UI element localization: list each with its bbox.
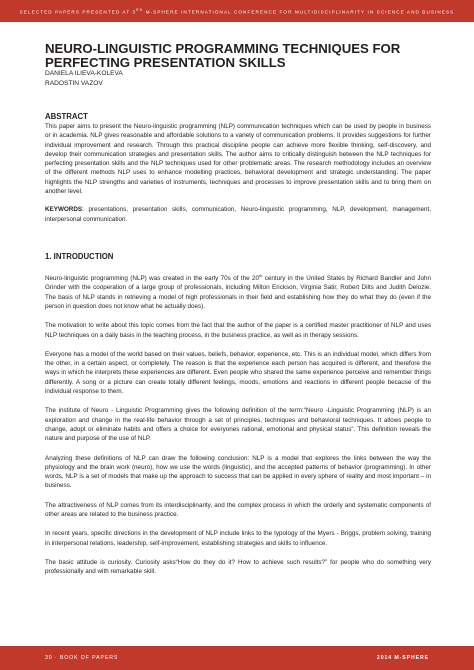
paper-content [45,42,431,576]
abstract-text: This paper aims to present the Neuro-linguistic programming (NLP) communication techniques which can be used by people in business or in academia. NLP gives reasonable and affordable solutions to a variety of communication problems. It provides suggestions for further individual improvement and research. Through this practical discipline people can achieve more flexible thinking, self-discovery, and develop their communication strategies and presentation skills. The author aims to critically distinguish between the NLP techniques for perfecting presentation skills and the NLP techniques used for other problematic areas. The research methodology includes an overview of the different methods NLP uses to enhance modelling practices, behavioral development and strategic understanding. The paper highlights the NLP strengths and varieties of instruments, techniques and processes to improve presentation skills and to bring them on another level. [45,123,431,196]
author-list [45,69,431,88]
section-heading: 1. INTRODUCTION [45,251,114,261]
paragraph: The attractiveness of NLP comes from its interdisciplinarity, and the complex process in which the orderly and systematic components of other areas are related to the business practice. [45,501,431,518]
paragraph: Analyzing these definitions of NLP can draw the following conclusion: NLP is a model that explores the links between the way the physiology and the brain work (neuro), how we use the words (linguistic), and the accepted patterns of behavior (programming). In other words, NLP is a set of models that make up the approach to success that can be applied in every sphere of reality and most important – in business. [45,454,431,490]
paper-title: NEURO-LINGUISTIC PROGRAMMING TECHNIQUES FOR PERFECTING PRESENTATION SKILLS [45,41,401,70]
keywords-label: KEYWORDS [45,206,83,214]
keywords-text: : presentations, presentation skills, communication, Neuro-linguistic programming, NLP, development, management, interpersonal communication. [45,206,431,223]
paragraph: The basic attitude is curiosity. Curiosity asks“How do they do it? How to achieve such results?” for people who do something very professionally and with remarkable skill. [45,558,431,576]
paragraph: The institute of Neuro - Linguistic Programming gives the following definition of the term:“Neuro -Linguistic Programming (NLP) is an exploration and change in the real-life behavior through a set of principles, techniques and behavioral techniques. It allows people to change, adopt or eliminate habits and offers a choice for everyones rational, emotional and physical status”. This definition reveals the nature and purpose of the use of NLP. [45,407,431,443]
footer-band [0,646,474,670]
paragraph: Neuro-linguistic programming (NLP) was created in the early 70s of the 20th century in the United States by Richard Bandler and John Grinder with the cooperation of a large group of professionals, including Milton Erickson, Virginia Satir, Robert Dilts and Judith Delozie. The basis of NLP stands in retrieving a model of high professionals in their field and establishing how they do what they do (even if the person in question does not know what he actually does). [45,272,431,310]
author-name: RADOSTIN VAZOV [45,79,103,87]
page-number-footer: 30 · BOOK OF PAPERS [45,654,119,661]
keywords [45,205,431,224]
paragraph: In recent years, specific directions in the development of NLP include links to the typology of the Myers - Briggs, problem solving, training in interpersonal relations, leadership, self-improvement, establishing strategies and skills to influence. [45,530,431,547]
header-band [0,0,474,22]
paragraph: The motivation to write about this topic comes from the fact that the author of the paper is a certified master practitioner of NLP and uses NLP techniques on a daily basis in the teaching process, in the business practice, as well as in therapy sessions. [45,322,431,339]
author-name: DANIELA ILIEVA-KOLEVA [45,70,123,77]
footer-conference: 2014 M-SPHERE [376,654,429,661]
paragraph: Everyone has a model of the world based on their values, beliefs, behavior, experience, etc. This is an individual model, which differs from the other, in a certain aspect, or completely. The reason is that the experience each person has acquired is different, and therefore the ways in which he interprets these experiences are different. Even people who shared the same experience perceive and remember things differently. A song or a picture can create totally different feelings, moods, emotions and reactions in different people because of the individual response to them. [45,350,431,396]
abstract-heading: ABSTRACT [45,112,88,121]
conference-title: SELECTED PAPERS PRESENTED AT 3RD M-SPHERE INTERNATIONAL CONFERENCE FOR MULTIDISCIPLINARITY IN SCIENCE AND BUSINESS [19,7,455,15]
